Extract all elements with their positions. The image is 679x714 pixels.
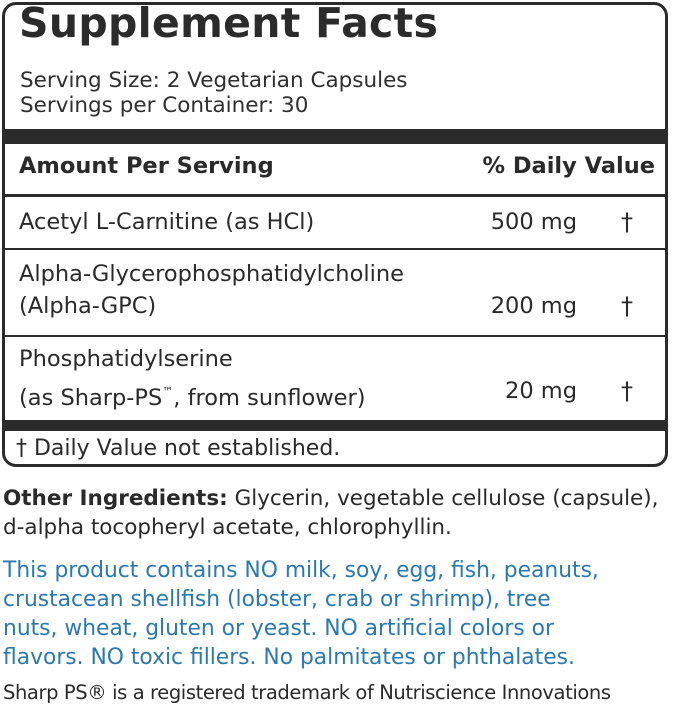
other-ingredients <box>3 484 673 542</box>
allergen-line: crustacean shellfish (lobster, crab or shrimp), tree <box>3 587 551 612</box>
ingredient-amount: 500 mg <box>490 209 577 235</box>
dagger-mark: † <box>621 208 633 236</box>
ingredient-name: Alpha-Glycerophosphatidylcholine <box>19 261 404 287</box>
table-header <box>5 144 665 197</box>
thick-divider-bottom <box>5 420 665 431</box>
allergen-line: flavors. NO toxic fillers. No palmitates or phthalates. <box>3 645 575 670</box>
ingredient-amount: 200 mg <box>490 293 577 319</box>
dagger-mark: † <box>621 292 633 320</box>
other-ingredients-label: Other Ingredients: <box>3 486 228 511</box>
ingredient-name: Phosphatidylserine <box>19 346 233 372</box>
allergen-statement <box>3 556 679 672</box>
ingredient-row <box>5 337 665 420</box>
ingredient-name-continued <box>19 375 366 415</box>
ingredient-name-continued: (Alpha-GPC) <box>19 293 157 319</box>
supplement-facts-panel <box>2 2 668 467</box>
dagger-mark: † <box>621 377 633 405</box>
servings-per-container: Servings per Container: 30 <box>20 93 309 118</box>
trademark-note: Sharp PS® is a registered trademark of Nutriscience Innovations <box>3 681 611 704</box>
thick-divider <box>5 129 665 144</box>
ingredient-amount: 20 mg <box>505 378 577 404</box>
allergen-line: This product contains NO milk, soy, egg, fish, peanuts, <box>3 558 599 583</box>
trademark-symbol: ™ <box>162 385 174 398</box>
ingredient-row <box>5 197 665 250</box>
ingredient-source-pre: (as Sharp-PS <box>19 385 163 411</box>
amount-per-serving-header: Amount Per Serving <box>19 153 274 179</box>
ingredient-row <box>5 250 665 337</box>
other-ingredients-text: Glycerin, vegetable cellulose (capsule), d-alpha tocopheryl acetate, chlorophyllin. <box>3 486 659 540</box>
daily-value-header: % Daily Value <box>482 153 655 179</box>
ingredient-name: Acetyl L-Carnitine (as HCl) <box>19 209 315 235</box>
allergen-line: nuts, wheat, gluten or yeast. NO artificial colors or <box>3 616 554 641</box>
serving-size: Serving Size: 2 Vegetarian Capsules <box>20 68 408 93</box>
daily-value-footnote: † Daily Value not established. <box>16 436 341 461</box>
ingredient-source-post: , from sunflower) <box>173 385 366 411</box>
panel-title: Supplement Facts <box>19 2 439 47</box>
